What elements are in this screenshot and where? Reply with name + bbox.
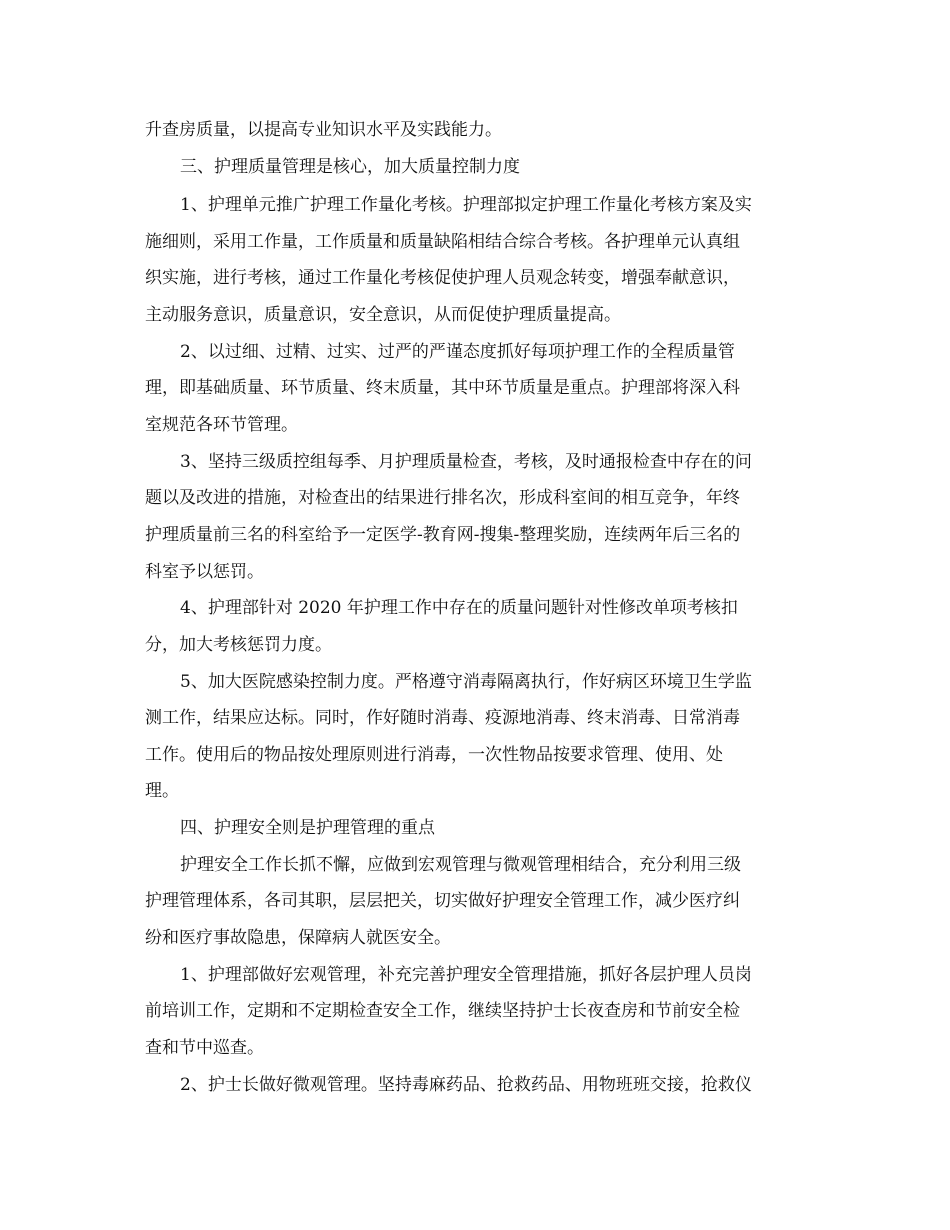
text-line: 升查房质量，以提高专业知识水平及实践能力。 — [145, 120, 502, 140]
text-line: 前培训工作，定期和不定期检查安全工作，继续坚持护士长夜查房和节前安全检 — [145, 1001, 740, 1021]
section-heading: 三、护理质量管理是核心，加大质量控制力度 — [180, 157, 520, 177]
text-line: 护理管理体系，各司其职，层层把关，切实做好护理安全管理工作，减少医疗纠 — [145, 891, 740, 911]
text-line: 题以及改进的措施，对检查出的结果进行排名次，形成科室间的相互竞争，年终 — [145, 488, 740, 508]
section-heading: 四、护理安全则是护理管理的重点 — [180, 818, 435, 838]
text-line: 工作。使用后的物品按处理原则进行消毒，一次性物品按要求管理、使用、处 — [145, 745, 723, 765]
text-line: 理。 — [145, 781, 179, 801]
text-line: 理，即基础质量、环节质量、终末质量，其中环节质量是重点。护理部将深入科 — [145, 378, 740, 398]
text-line: 护理安全工作长抓不懈，应做到宏观管理与微观管理相结合，充分利用三级 — [180, 855, 741, 875]
text-line: 分，加大考核惩罚力度。 — [145, 635, 332, 655]
text-line: 测工作，结果应达标。同时，作好随时消毒、疫源地消毒、终末消毒、日常消毒 — [145, 708, 740, 728]
text-line: 施细则，采用工作量，工作质量和质量缺陷相结合综合考核。各护理单元认真组 — [145, 232, 740, 252]
text-line: 纷和医疗事故隐患，保障病人就医安全。 — [145, 928, 451, 948]
text-line: 1、护理单元推广护理工作量化考核。护理部拟定护理工作量化考核方案及实 — [180, 195, 752, 215]
text-line: 室规范各环节管理。 — [145, 415, 298, 435]
text-line: 查和节中巡查。 — [145, 1038, 264, 1058]
text-line: 主动服务意识，质量意识，安全意识，从而促使护理质量提高。 — [145, 305, 621, 325]
text-line: 科室予以惩罚。 — [145, 562, 264, 582]
text-line: 1、护理部做好宏观管理，补充完善护理安全管理措施，抓好各层护理人员岗 — [180, 965, 752, 985]
text-line: 2、护士长做好微观管理。坚持毒麻药品、抢救药品、用物班班交接，抢救仪 — [180, 1075, 752, 1095]
text-line: 4、护理部针对 2020 年护理工作中存在的质量问题针对性修改单项考核扣 — [180, 598, 738, 618]
text-line: 2、以过细、过精、过实、过严的严谨态度抓好每项护理工作的全程质量管 — [180, 342, 735, 362]
text-line: 5、加大医院感染控制力度。严格遵守消毒隔离执行，作好病区环境卫生学监 — [180, 672, 752, 692]
text-line: 3、坚持三级质控组每季、月护理质量检查，考核，及时通报检查中存在的问 — [180, 452, 752, 472]
text-line: 织实施，进行考核，通过工作量化考核促使护理人员观念转变，增强奉献意识， — [145, 268, 740, 288]
text-line: 护理质量前三名的科室给予一定医学-教育网-搜集-整理奖励，连续两年后三名的 — [145, 525, 741, 545]
